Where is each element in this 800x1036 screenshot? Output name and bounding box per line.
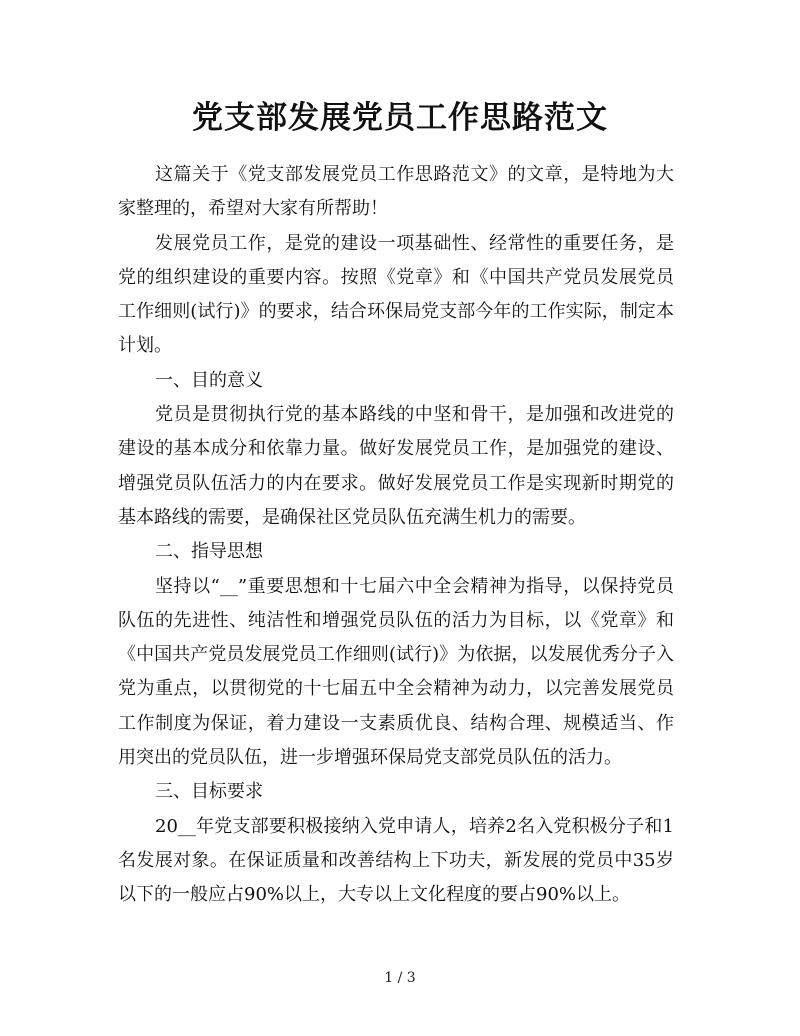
- section-heading-guiding-thought: 二、指导思想: [155, 541, 263, 563]
- section-heading-goals: 三、目标要求: [155, 781, 263, 803]
- section-text-guiding-thought: 坚持以“__”重要思想和十七届六中全会精神为指导，以保持党员队伍的先进性、纯洁性和增强党员队伍的活力为目标，以《党章》和《中国共产党员发展党员工作细则(试行)》为依据，以发展优秀分子入党为重点，以贯彻党的十七届五中全会精神为动力，以完善发展党员工作制度为保证，着力建设一支素质优良、结构合理、规模适当、作用突出的党员队伍，进一步增强环保局党支部党员队伍的活力。: [118, 575, 674, 769]
- overview-paragraph: 发展党员工作，是党的建设一项基础性、经常性的重要任务，是党的组织建设的重要内容。按照《党章》和《中国共产党员发展党员工作细则(试行)》的要求，结合环保局党支部今年的工作实际，制定本计划。: [118, 232, 674, 357]
- document-title: 党支部发展党员工作思路范文: [192, 100, 608, 136]
- section-text-goals: 20__年党支部要积极接纳入党申请人，培养2名入党积极分子和1名发展对象。在保证质量和改善结构上下功夫，新发展的党员中35岁以下的一般应占90%以上，大专以上文化程度的要占90%以上。: [118, 815, 674, 906]
- document-body: [118, 158, 674, 913]
- intro-paragraph: 这篇关于《党支部发展党员工作思路范文》的文章，是特地为大家整理的，希望对大家有所帮助！: [118, 164, 674, 220]
- section-heading-purpose: 一、目的意义: [155, 369, 263, 391]
- section-text-purpose: 党员是贯彻执行党的基本路线的中坚和骨干，是加强和改进党的建设的基本成分和依靠力量。做好发展党员工作，是加强党的建设、增强党员队伍活力的内在要求。做好发展党员工作是实现新时期党的基本路线的需要，是确保社区党员队伍充满生机力的需要。: [118, 404, 674, 528]
- page-number: 1 / 3: [384, 970, 416, 986]
